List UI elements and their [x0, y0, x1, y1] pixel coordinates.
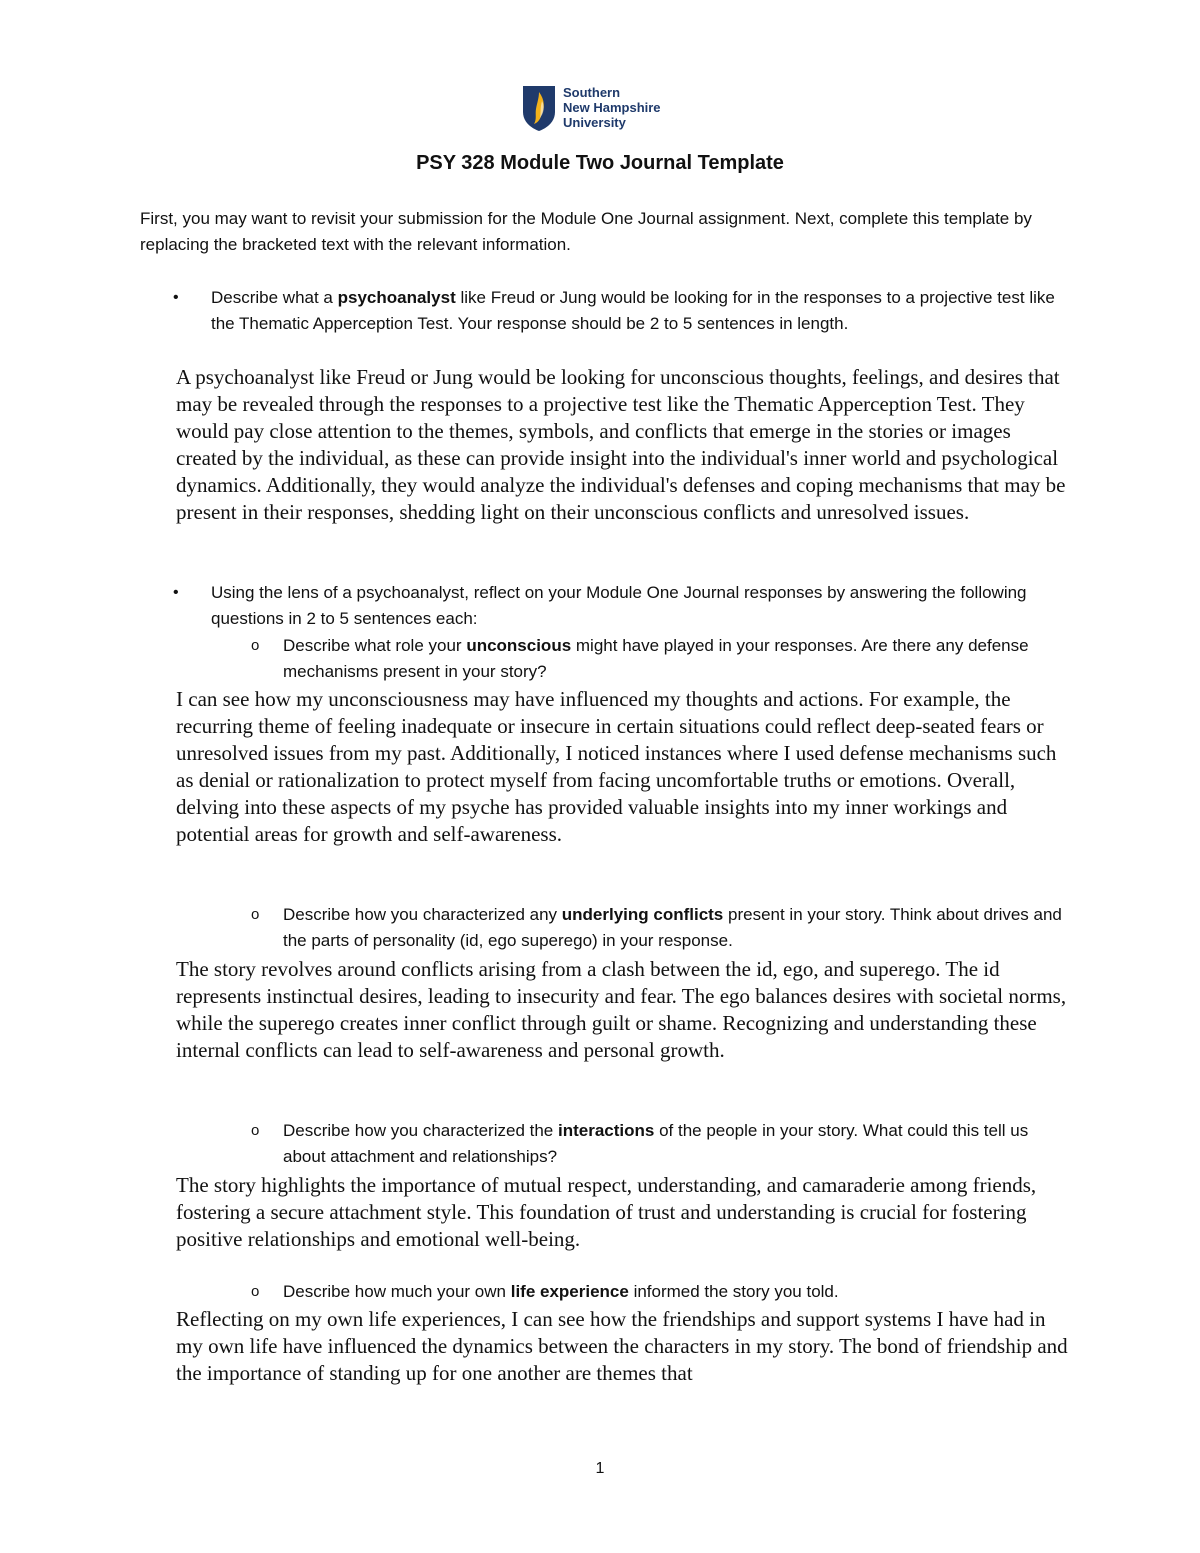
sub-prompt — [283, 633, 1070, 685]
prompt-keyword: unconscious — [466, 636, 572, 655]
answer-paragraph-5: Reflecting on my own life experiences, I can see how the friendships and support systems I have had in my own life have influenced the dynamics between the characters in my story. The bond of friendship and the importance of standing up for one another are themes that — [176, 1307, 1068, 1385]
bullet-prompt — [211, 285, 1070, 337]
bullet-marker: • — [173, 584, 179, 601]
prompt-keyword: interactions — [557, 1121, 655, 1140]
university-logo — [521, 84, 691, 134]
sub-bullet-marker: o — [251, 1283, 260, 1300]
prompt-text: informed the story you told. — [628, 1282, 839, 1301]
sub-prompt — [283, 1279, 1070, 1305]
prompt-text: might have played in your responses. Are there any defense mechanisms present in your story? — [283, 636, 1029, 681]
bullet-prompt: Using the lens of a psychoanalyst, reflect on your Module One Journal responses by answering the following questions in 2 to 5 sentences each: — [211, 583, 1027, 628]
bullet-item-reflection — [140, 580, 1070, 632]
logo-line-3: University — [563, 115, 626, 130]
page-number: 1 — [595, 1460, 605, 1477]
prompt-keyword: psychoanalyst — [337, 288, 456, 307]
prompt-text: Describe how you characterized any — [283, 905, 562, 924]
sub-item-underlying-conflicts — [140, 902, 1070, 954]
answer-paragraph-4: The story highlights the importance of mutual respect, understanding, and camaraderie among friends, fostering a secure attachment style. This foundation of trust and understanding is crucial for fostering positive relationships and emotional well-being. — [176, 1173, 1037, 1251]
sub-bullet-marker: o — [251, 637, 260, 654]
prompt-keyword: life experience — [510, 1282, 629, 1301]
sub-item-life-experience — [140, 1279, 1070, 1305]
sub-bullet-marker: o — [251, 906, 260, 923]
sub-item-interactions — [140, 1118, 1070, 1170]
answer-paragraph-2: I can see how my unconsciousness may have influenced my thoughts and actions. For example, the recurring theme of feeling inadequate or insecure in certain situations could reflect deep-seated fears or unresolved issues from my past. Additionally, I noticed instances where I used defense mechanisms such as denial or rationalization to protect myself from facing uncomfortable truths or emotions. Overall, delving into these aspects of my psyche has provided valuable insights into my inner workings and potential areas for growth and self-awareness. — [176, 687, 1057, 846]
sub-prompt — [283, 902, 1070, 954]
answer-paragraph-1: A psychoanalyst like Freud or Jung would be looking for unconscious thoughts, feelings, and desires that may be revealed through the responses to a projective test like the Thematic Apperception Test. They would pay close attention to the themes, symbols, and conflicts that emerge in the stories or images created by the individual, as these can provide insight into the individual's inner world and psychological dynamics. Additionally, they would analyze the individual's defenses and coping mechanisms that may be present in their responses, shedding light on their unconscious conflicts and unresolved issues. — [176, 365, 1066, 524]
sub-prompt — [283, 1118, 1070, 1170]
prompt-text: like Freud or Jung would be looking for in the responses to a projective test like the Thematic Apperception Test. Your response should be 2 to 5 sentences in length. — [211, 288, 1055, 333]
logo-line-1: Southern — [563, 85, 621, 100]
prompt-text: Describe what a — [211, 288, 338, 307]
logo-line-2: New Hampshire — [563, 100, 661, 115]
prompt-text: present in your story. Think about drives and the parts of personality (id, ego superego) in your response. — [283, 905, 1062, 950]
prompt-keyword: underlying conflicts — [561, 905, 724, 924]
prompt-text: of the people in your story. What could this tell us about attachment and relationships? — [283, 1121, 1029, 1166]
prompt-text: Describe how much your own — [283, 1282, 511, 1301]
bullet-item-psychoanalyst — [140, 285, 1070, 337]
logo-wordmark — [563, 85, 661, 130]
document-title: PSY 328 Module Two Journal Template — [416, 152, 784, 174]
prompt-text: Describe how you characterized the — [283, 1121, 558, 1140]
intro-paragraph: First, you may want to revisit your submission for the Module One Journal assignment. Next, complete this template by replacing the bracketed text with the relevant information. — [140, 209, 1032, 254]
prompt-text: Describe what role your — [283, 636, 467, 655]
answer-paragraph-3: The story revolves around conflicts arising from a clash between the id, ego, and superego. The id represents instinctual desires, leading to insecurity and fear. The ego balances desires with societal norms, while the superego creates inner conflict through guilt or shame. Recognizing and understanding these internal conflicts can lead to self-awareness and personal growth. — [176, 957, 1067, 1062]
bullet-marker: • — [173, 289, 179, 306]
sub-bullet-marker: o — [251, 1122, 260, 1139]
sub-item-unconscious — [140, 633, 1070, 685]
snhu-flame-shield-icon — [521, 84, 557, 132]
